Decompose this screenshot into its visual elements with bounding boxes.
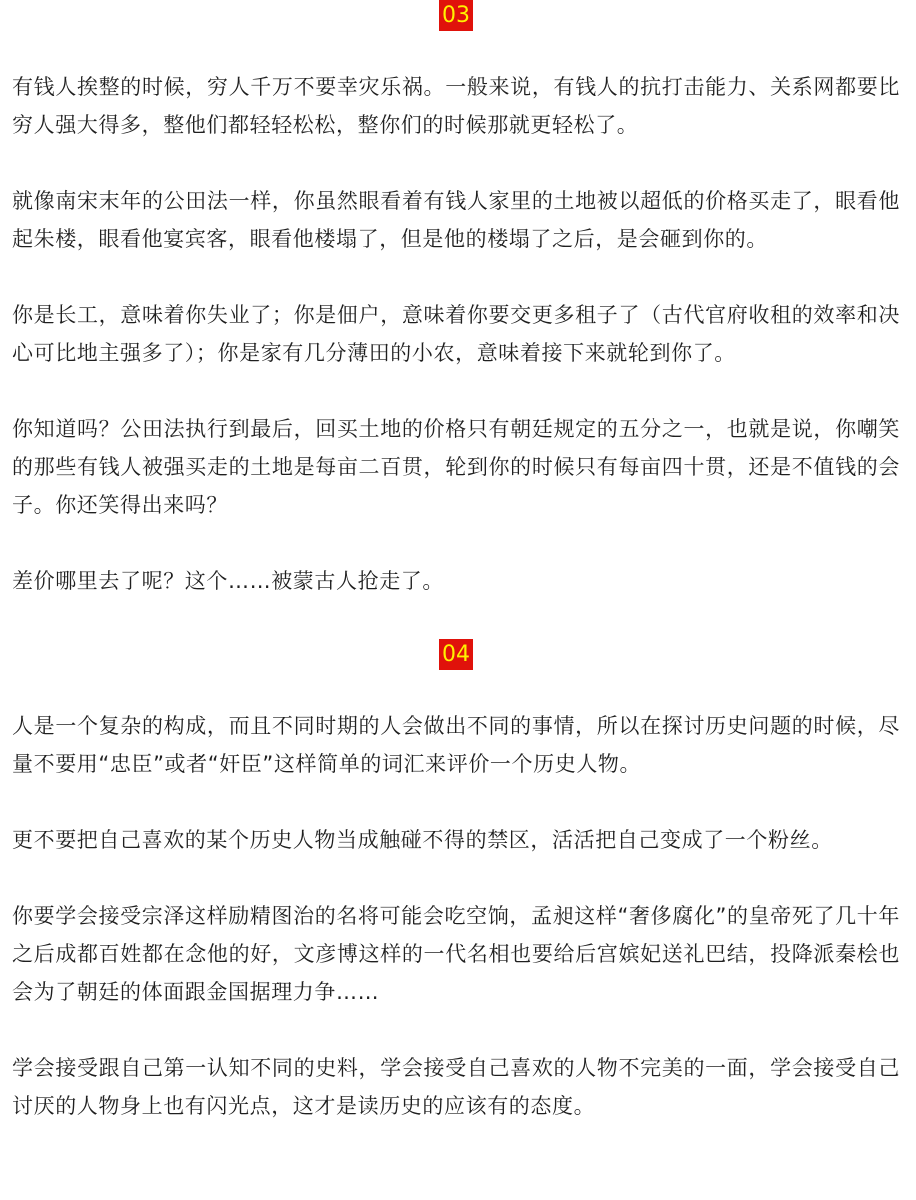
paragraph: 学会接受跟自己第一认知不同的史料，学会接受自己喜欢的人物不完美的一面，学会接受自己讨厌的人物身上也有闪光点，这才是读历史的应该有的态度。 [12,1056,900,1118]
paragraph: 有钱人挨整的时候，穷人千万不要幸灾乐祸。一般来说，有钱人的抗打击能力、关系网都要比穷人强大得多，整他们都轻轻松松，整你们的时候那就更轻松了。 [12,75,900,137]
paragraph: 差价哪里去了呢？这个……被蒙古人抢走了。 [12,569,444,593]
paragraph: 你是长工，意味着你失业了；你是佃户，意味着你要交更多租子了（古代官府收租的效率和决心可比地主强多了）；你是家有几分薄田的小农，意味着接下来就轮到你了。 [12,303,900,365]
paragraph: 人是一个复杂的构成，而且不同时期的人会做出不同的事情，所以在探讨历史问题的时候，尽量不要用“忠臣”或者“奸臣”这样简单的词汇来评价一个历史人物。 [12,714,900,776]
paragraph: 你知道吗？公田法执行到最后，回买土地的价格只有朝廷规定的五分之一，也就是说，你嘲笑的那些有钱人被强买走的土地是每亩二百贯，轮到你的时候只有每亩四十贯，还是不值钱的会子。你还笑得出来吗？ [12,417,900,517]
section-number-badge: 04 [439,639,473,670]
paragraph: 更不要把自己喜欢的某个历史人物当成触碰不得的禁区，活活把自己变成了一个粉丝。 [12,828,833,852]
section-number-badge: 03 [439,0,473,31]
section-header-03 [12,0,900,31]
paragraph: 你要学会接受宗泽这样励精图治的名将可能会吃空饷，孟昶这样“奢侈腐化”的皇帝死了几十年之后成都百姓都在念他的好，文彦博这样的一代名相也要给后宫嫔妃送礼巴结，投降派秦桧也会为了朝廷的体面跟金国据理力争…… [12,904,900,1004]
section-header-04 [12,639,900,670]
paragraph: 就像南宋末年的公田法一样，你虽然眼看着有钱人家里的土地被以超低的价格买走了，眼看他起朱楼，眼看他宴宾客，眼看他楼塌了，但是他的楼塌了之后，是会砸到你的。 [12,189,900,251]
